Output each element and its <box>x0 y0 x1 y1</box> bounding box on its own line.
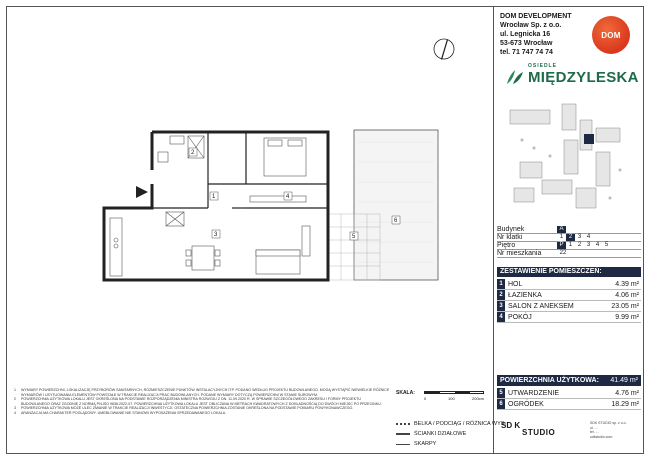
north-arrow-icon <box>432 37 456 61</box>
entrance-arrow-icon <box>136 186 148 198</box>
garden-area <box>354 130 438 280</box>
floor-option-5: 5 <box>604 242 609 248</box>
dom-logo-text: DOM <box>601 30 621 40</box>
floor-option-3: 3 <box>586 242 591 248</box>
info-unit-label: Nr mieszkania <box>497 250 542 257</box>
dining-table-icon <box>186 246 220 270</box>
extra-area: 4.76 m² <box>615 389 639 397</box>
legend-item-walls <box>396 429 506 439</box>
room-row <box>497 290 641 301</box>
footnote-number: 3 <box>14 406 16 411</box>
room-name: SALON Z ANEKSEM <box>508 302 574 310</box>
room-name: ŁAZIENKA <box>508 291 542 299</box>
room-number: 1 <box>497 279 505 289</box>
sidebar-divider <box>493 6 494 454</box>
scale-tick-1: 100 <box>448 396 455 401</box>
footnote <box>14 388 390 397</box>
floor-option-P: P <box>557 242 566 249</box>
brand-big: MIĘDZYLESKA <box>528 69 639 86</box>
room-row <box>497 301 641 312</box>
room-number: 2 <box>497 290 505 300</box>
studio-info <box>590 421 627 439</box>
info-building-value: A <box>557 226 566 233</box>
floor-option-4: 4 <box>595 242 600 248</box>
stair-option-4: 4 <box>586 234 591 240</box>
scale-tick-0: 0 <box>424 396 427 401</box>
info-floor-label: Piętro <box>497 242 516 249</box>
room-row <box>497 279 641 290</box>
legend-item-slopes <box>396 439 506 449</box>
info-building-row <box>497 226 641 234</box>
footnotes <box>14 388 390 416</box>
kitchen-icon <box>110 218 122 276</box>
info-building-label: Budynek <box>497 226 525 233</box>
room-name: HOL <box>508 280 523 288</box>
stair-option-1: 1 <box>559 234 564 240</box>
room-number: 3 <box>497 301 505 311</box>
bed-icon <box>264 138 306 176</box>
legend-slopes-label: SKARPY <box>414 441 437 447</box>
tv-unit-icon <box>302 226 310 256</box>
footnote-number: 2 <box>14 397 16 402</box>
info-stair-row <box>497 234 641 242</box>
scale-graphic <box>424 391 484 394</box>
room-number: 4 <box>497 312 505 322</box>
studio-info-2: ul. ... <box>590 425 598 430</box>
sofa-icon <box>256 250 300 274</box>
stair-option-2: 2 <box>566 234 575 241</box>
sink-icon <box>170 136 184 144</box>
scale-label: SKALA: <box>396 390 415 396</box>
room-label-2: 2 <box>191 150 195 156</box>
extra-row <box>497 399 641 410</box>
footnote-text: POWIERZCHNIA UŻYTKOWA LOKALU JEST OKREŚLONA NA PODSTAWIE ROZPORZĄDZENIA MINISTRA ROZWOJU Z DN. 11.09.2020 R. W SPRAWIE SZCZEGÓŁOWEGO ZAKRESU I FORMY PROJEKTU BUDOWLANEGO ORAZ ZGODNIE Z NORMĄ PN-ISO 9836:2022-07. POWIERZCHNIA UŻYTKOWA LOKALU JEST OBLICZANA W METRACH KWADRATOWYCH Z DOKŁADNOŚCIĄ DO DWÓCH MIEJSC PO PRZECINKU. <box>21 397 382 406</box>
scale-tick-2: 200cm <box>472 396 485 401</box>
toilet-icon <box>158 152 168 162</box>
room-area: 4.06 m² <box>615 291 639 299</box>
footnote-text: ARANŻACJA MA CHARAKTER POGLĄDOWY. UMEBLOWANIE NIE STANOWI WYPOSAŻENIA SPRZEDAWANEGO LOKALU. <box>21 410 227 415</box>
room-label-5: 5 <box>352 234 356 240</box>
extra-name: OGRÓDEK <box>508 400 544 408</box>
room-name: POKÓJ <box>508 313 532 321</box>
room-row <box>497 312 641 323</box>
studio-info-1: SDK STUDIO sp. z o.o. <box>590 421 627 425</box>
floor-plan <box>96 122 446 292</box>
floor-option-1: 1 <box>568 242 573 248</box>
info-unit-value: 22 <box>559 250 567 256</box>
legend-item-beam <box>396 419 506 429</box>
extra-row <box>497 388 641 399</box>
total-area-label: POWIERZCHNIA UŻYTKOWA: <box>500 377 599 384</box>
brand-small: OSIEDLE <box>528 63 557 69</box>
company-line1: Wrocław Sp. z o.o. <box>500 22 562 29</box>
legend-walls-label: ŚCIANKI DZIAŁOWE <box>414 431 467 437</box>
room-label-6: 6 <box>394 218 398 224</box>
stair-option-3: 3 <box>577 234 582 240</box>
room-label-1: 1 <box>212 194 216 200</box>
footnote-text: POWIERZCHNIA UŻYTKOWA MOŻE ULEC ZMIANIE W TRAKCIE REALIZACJI INWESTYCJI. OSTATECZNA POWIERZCHNIA ZOSTANIE OKREŚLONA NA PODSTAWIE POMIARU POWYKONAWCZEGO. <box>21 406 354 411</box>
legend <box>396 419 506 449</box>
company-name: DOM DEVELOPMENT <box>500 13 572 20</box>
total-area-value: 41.49 m² <box>610 377 638 384</box>
extra-name: UTWARDZENIE <box>508 389 560 397</box>
wardrobe-icon <box>250 196 306 202</box>
studio-info-3: tel. ... <box>590 430 599 434</box>
room-area: 9.99 m² <box>615 313 639 321</box>
legend-beam-label: BELKA / PODCIĄG / RÓŻNICA WYS. <box>414 421 506 427</box>
unit-info-table <box>497 226 641 258</box>
floor-option-2: 2 <box>577 242 582 248</box>
dom-logo <box>592 16 630 54</box>
leaf-icon <box>505 68 525 86</box>
room-area: 23.05 m² <box>611 302 639 310</box>
footnote-number: 1 <box>14 388 16 392</box>
site-plan-map <box>500 100 640 218</box>
brand-logo <box>503 62 639 92</box>
extra-number: 5 <box>497 388 505 398</box>
sdk-logo: SD K <box>501 421 521 430</box>
site-plan-highlight <box>584 134 594 144</box>
footnote-number: 4 <box>14 410 16 415</box>
extra-number: 6 <box>497 399 505 409</box>
rooms-header: ZESTAWIENIE POMIESZCZEŃ: <box>497 267 641 277</box>
info-stair-label: Nr klatki <box>497 234 523 241</box>
company-block <box>500 12 572 57</box>
company-line2: ul. Legnicka 16 <box>500 31 551 38</box>
company-line3: 53-673 Wrocław <box>500 40 553 47</box>
footnote <box>14 411 390 416</box>
total-area-row <box>497 375 641 386</box>
footnote-text: WYMIARY POWIERZCHNI, LOKALIZACJĘ PRZYBORÓW SANITARNYCH, ROZMIESZCZENIE PUNKTÓW INSTALACYJNYCH ITP. PODANO WEDŁUG PROJEKTU BUDOWLANEGO. MOGĄ WYSTĄPIĆ NIEWIELKIE RÓŻNICE WYMIARÓW I USYTUOWANIA ELEMENTÓW POWSTAŁE W TRAKCIE REALIZACJI PRAC BUDOWLANYCH. PODANE WYMIARY DOTYCZĄ POWIERZCHNI W STANIE SUROWYM. <box>21 388 390 397</box>
extra-area: 18.29 m² <box>611 400 639 408</box>
room-area: 4.39 m² <box>615 280 639 288</box>
studio-info-4: sdkstudio.com <box>590 434 613 439</box>
info-floor-row <box>497 242 641 250</box>
room-label-4: 4 <box>286 194 290 200</box>
company-phone: tel. 71 747 74 74 <box>500 49 553 56</box>
extras-list <box>497 388 641 410</box>
rooms-list <box>497 279 641 323</box>
studio-name: STUDIO <box>522 428 556 437</box>
info-unit-row <box>497 250 641 258</box>
room-label-3: 3 <box>214 232 218 238</box>
footnote <box>14 397 390 406</box>
